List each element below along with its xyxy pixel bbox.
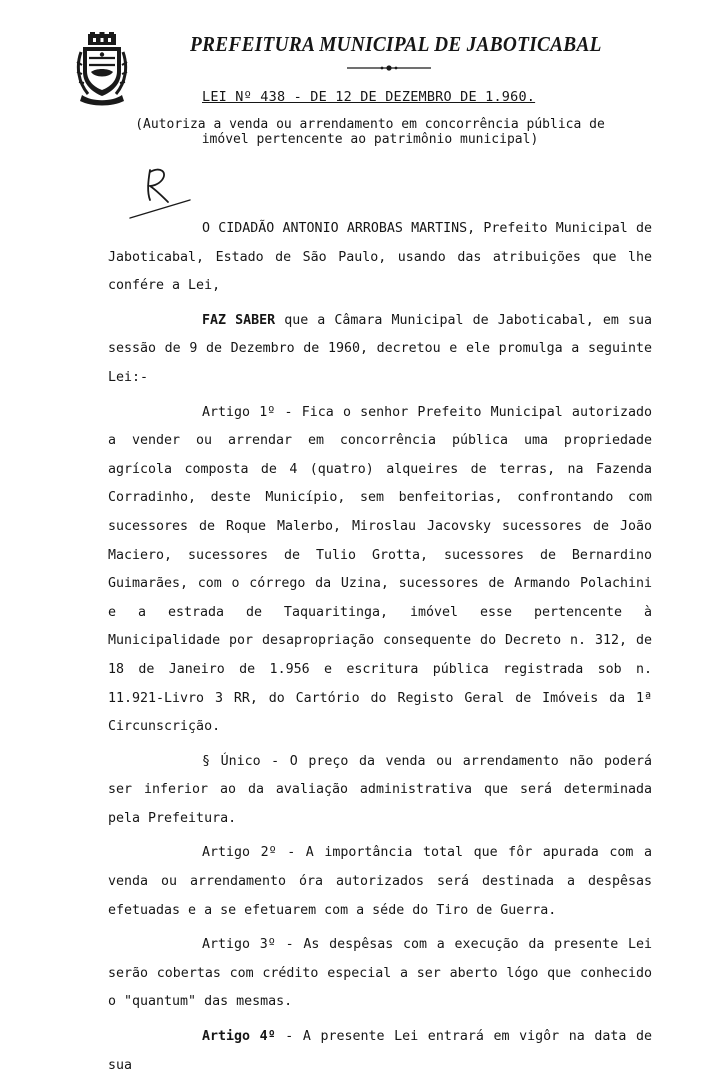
intro-name: O CIDADÃO ANTONIO ARROBAS MARTINS, <box>202 221 476 236</box>
article-3-text: - As despêsas com a execução da presente Lei serão cobertas com crédito especial a ser aberto lógo que conhecido o "quantum" das mesmas. <box>108 937 652 1010</box>
article-1 <box>108 399 652 742</box>
intro-rest: Prefeito Municipal de Jaboticabal, Estado de São Paulo, usando das atribuições que lhe confére a Lei, <box>108 221 652 294</box>
article-3-label: Artigo 3º <box>202 937 276 953</box>
article-1-label: Artigo 1º <box>202 404 276 420</box>
document-body <box>108 215 652 1080</box>
municipal-coat-of-arms-icon <box>76 32 128 106</box>
intro-paragraph <box>108 215 652 301</box>
faz-saber-paragraph <box>108 307 652 393</box>
faz-saber-text: que a Câmara Municipal de Jaboticabal, em sua sessão de 9 de Dezembro de 1960, decretou e ele promulga a seguinte Lei:- <box>108 312 652 385</box>
header-title: PREFEITURA MUNICIPAL DE JABOTICABAL <box>190 32 602 56</box>
article-2-label: Artigo 2º <box>202 845 277 861</box>
law-heading: LEI Nº 438 - DE 12 DE DEZEMBRO DE 1.960. <box>202 89 536 105</box>
faz-saber-label: FAZ SABER <box>202 312 276 328</box>
paragrafo-unico <box>108 748 652 834</box>
header-ornament <box>345 63 433 73</box>
article-1-text: - Fica o senhor Prefeito Municipal autorizado a vender ou arrendar em concorrência pública uma propriedade agrícola composta de 4 (quatro) alqueires de terras, na Fazenda Corradinho, deste Município, sem benfeitorias, confrontando com sucessores de Roque Malerbo, Miroslau Jacovsky sucessores de João Maciero, sucessores de Tulio Grotta, sucessores de Bernardino Guimarães, com o córrego da Uzina, sucessores de Armando Polachini e a estrada de Taquaritinga, imóvel esse pertencente à Municipalidade por desapropriação consequente do Decreto n. 312, de 18 de Janeiro de 1.956 e escritura pública registrada sob n. 11.921-Livro 3 RR, do Cartório do Registo Geral de Imóveis da 1ª Circunscrição. <box>108 404 652 735</box>
article-4-label: Artigo 4º <box>202 1029 276 1045</box>
paragrafo-unico-label: § Único <box>202 753 261 769</box>
article-2-text: - A importância total que fôr apurada com a venda ou arrendamento óra autorizados será destinada a despêsas efetuadas e a se efetuarem com a séde do Tiro de Guerra. <box>108 845 652 918</box>
article-4-text: - A presente Lei entrará em vigôr na data de sua <box>108 1029 652 1073</box>
article-2 <box>108 839 652 925</box>
handwritten-margin-mark <box>128 160 198 222</box>
article-4 <box>108 1023 652 1080</box>
law-summary: (Autoriza a venda ou arrendamento em concorrência pública de imóvel pertencente ao patrimônio municipal) <box>135 117 605 147</box>
paragrafo-unico-text: - O preço da venda ou arrendamento não poderá ser inferior ao da avaliação administrativa que será determinada pela Prefeitura. <box>108 753 652 826</box>
article-3 <box>108 931 652 1017</box>
